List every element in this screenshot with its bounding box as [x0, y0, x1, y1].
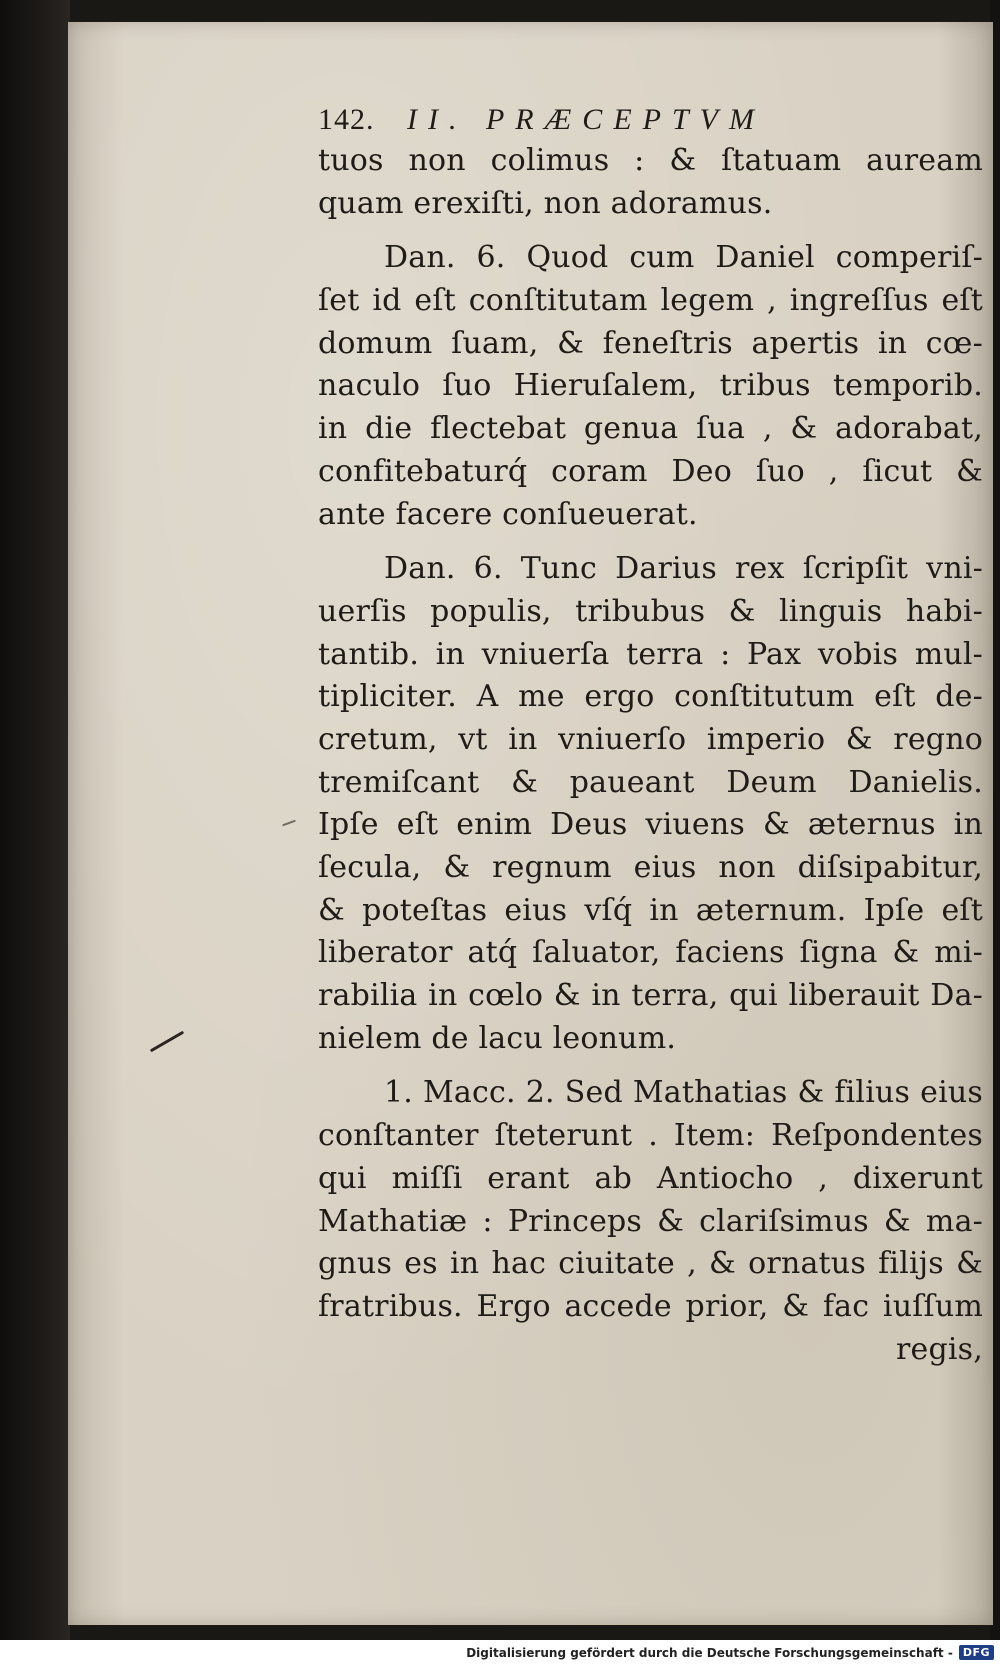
- text-line: cretum, vt in vniuerſo imperio & regno: [318, 721, 983, 757]
- page-number: 142.: [318, 103, 375, 136]
- text-line: liberator atq́ ſaluator, faciens ſigna & mi-: [318, 935, 983, 971]
- text-line: Mathatiæ : Princeps & clariſsimus & ma-: [318, 1203, 983, 1239]
- margin-pen-mark: [282, 820, 296, 827]
- paragraph: [318, 1072, 983, 1328]
- text-line: gnus es in hac ciuitate , & ornatus filijs &: [318, 1246, 983, 1282]
- text-line: & poteſtas eius vſq́ in æternum. Ipſe eſt: [318, 892, 983, 928]
- paragraph: [318, 140, 983, 225]
- text-line: Dan. 6. Quod cum Daniel comperiſ-: [384, 240, 983, 276]
- text-line: nielem de lacu leonum.: [318, 1020, 677, 1056]
- digitization-credit: Digitalisierung gefördert durch die Deutsche Forschungsgemeinschaft -: [466, 1645, 953, 1660]
- text-line: ante facere conſueuerat.: [318, 496, 698, 532]
- paragraph: [318, 548, 983, 1060]
- page-text: [318, 100, 983, 1371]
- running-head-title: II. PRÆCEPTVM: [407, 103, 765, 136]
- text-line: tremiſcant & paueant Deum Danielis.: [318, 764, 983, 800]
- text-line: Ipſe eſt enim Deus viuens & æternus in: [318, 807, 983, 843]
- text-line: uerſis populis, tribubus & linguis habi-: [318, 593, 983, 629]
- running-head: [318, 100, 983, 140]
- text-line: confitebaturq́ coram Deo ſuo , ſicut &: [318, 453, 983, 489]
- text-line: naculo ſuo Hieruſalem, tribus temporib.: [318, 368, 983, 404]
- text-line: fratribus. Ergo accede prior, & fac iuſſum: [318, 1288, 983, 1324]
- text-line: rabilia in cœlo & in terra, qui liberauit Da-: [318, 978, 983, 1014]
- text-line: 1. Macc. 2. Sed Mathatias & filius eius: [384, 1075, 983, 1111]
- paragraph: [318, 237, 983, 536]
- text-line: in die flectebat genua ſua , & adorabat,: [318, 411, 983, 447]
- catchword: regis,: [895, 1331, 983, 1367]
- text-line: quam erexiſti, non adoramus.: [318, 185, 773, 221]
- text-line: tipliciter. A me ergo conſtitutum eſt de-: [318, 679, 983, 715]
- book-spine-edge: [0, 0, 70, 1640]
- text-line: tuos non colimus : & ſtatuam auream: [318, 143, 983, 178]
- text-line: ſecula, & regnum eius non diſsipabitur,: [318, 850, 983, 885]
- dfg-logo: DFG: [959, 1645, 994, 1660]
- text-line: Dan. 6. Tunc Darius rex ſcripſit vni-: [384, 551, 983, 587]
- text-line: qui miſſi erant ab Antiocho , dixerunt: [318, 1160, 983, 1196]
- text-line: tantib. in vniuerſa terra : Pax vobis mul-: [318, 636, 983, 672]
- digitization-credit-bar: [0, 1640, 1000, 1665]
- text-line: conſtanter ſteterunt . Item: Reſpondentes: [318, 1118, 983, 1154]
- text-line: domum ſuam, & feneſtris apertis in cœ-: [318, 325, 983, 361]
- text-line: ſet id eſt conſtitutam legem , ingreſſus eſt: [318, 283, 983, 319]
- margin-pen-mark: [150, 1031, 184, 1053]
